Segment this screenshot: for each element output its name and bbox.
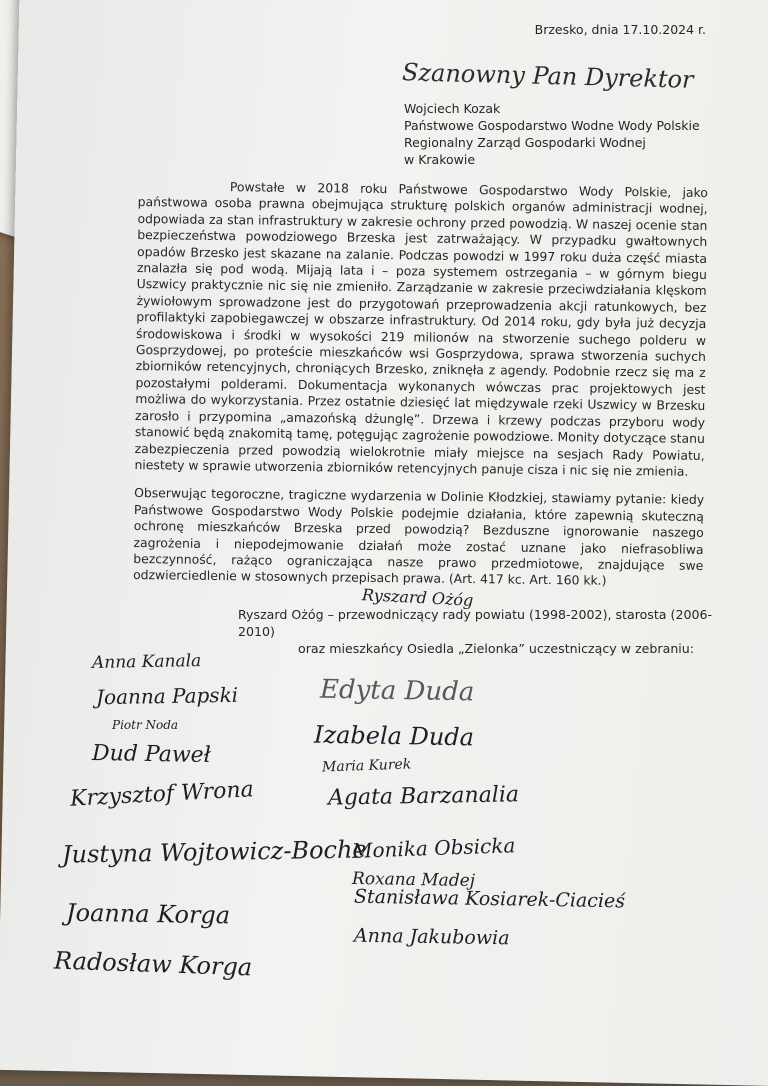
handwritten-signature: Justyna Wojtowicz-Boche — [61, 835, 367, 869]
handwritten-signature: Stanisława Kosiarek-Ciacieś — [353, 885, 626, 913]
handwritten-salutation: Szanowny Pan Dyrektor — [401, 58, 694, 94]
handwritten-signature: Radosław Korga — [53, 946, 253, 982]
letter-date: Brzesko, dnia 17.10.2024 r. — [534, 22, 706, 37]
handwritten-signature: Joanna Korga — [65, 898, 231, 930]
handwritten-signature: Agata Barzanalia — [327, 782, 520, 811]
handwritten-signature: Roxana Madej — [351, 868, 476, 892]
handwritten-signature: Maria Kurek — [321, 756, 412, 776]
author-block — [238, 606, 718, 657]
handwritten-signature: Krzysztof Wrona — [69, 777, 255, 812]
handwritten-signature: Izabela Duda — [313, 720, 475, 752]
handwritten-signature: Monika Obsicka — [351, 833, 516, 863]
handwritten-signature: Dud Paweł — [91, 740, 212, 769]
handwritten-signature: Anna Kanala — [91, 651, 202, 673]
letter-body — [133, 178, 708, 603]
author-handwritten-signature: Ryszard Ożóg — [361, 585, 474, 610]
handwritten-signature: Anna Jakubowia — [353, 924, 510, 950]
body-paragraph: Powstałe w 2018 roku Państwowe Gospodarstwo Wody Polskie, jako państwowa osoba prawna obejmująca strukturę polskich organów administracji wodnej, odpowiada za stan infrastruktury w zakresie ochrony przed powodzią. W naszej ocenie stan bezpieczeństwa powodziowego Brzeska jest zatrważający. W przypadku gwałtownych opadów Brzesko jest skazane na zalanie. Podczas powodzi w 1997 roku duża część miasta znalazła się pod wodą. Mijają lata i – poza systemem ostrzegania – w górnym biegu Uszwicy praktycznie nic się nie zmieniło. Zarządzanie w zakresie przeciwdziałania klęskom żywiołowym sprowadzone jest do przygotowań przeprowadzenia akcji ratunkowych, bez profilaktyki zapobiegawczej w obszarze infrastruktury. Od 2014 roku, gdy była już decyzja środowiskowa i środki w wysokości 219 milionów na stworzenie suchego polderu w Gosprzydowej, po proteście mieszkańców wsi Gosprzydowa, sprawa stworzenia suchych zbiorników retencyjnych, chroniących Brzesko, zniknęła z agendy. Podobnie rzecz się ma z pozostałymi polderami. Dokumentacja wykonanych wówczas prac projektowych jest możliwa do wykorzystania. Przez ostatnie dziesięć lat międzywale rzeki Uszwicy w Brzesku zarosło i przypomina „amazońską dżunglę”. Drzewa i krzewy podczas przyboru wody stanowić będą znakomitą tamę, potęgując zagrożenie powodziowe. Monity dotyczące stanu zabezpieczenia przed powodzią wielokrotnie miały miejsce na sesjach Rady Powiatu, niestety w sprawie utworzenia zbiorników retencyjnych panuje cisza i nic się nie zmienia. — [134, 179, 708, 479]
residents-line: oraz mieszkańcy Osiedla „Zielonka” uczestniczący w zebraniu: — [298, 641, 695, 656]
handwritten-signature: Edyta Duda — [319, 674, 475, 708]
body-paragraph: Obserwując tegoroczne, tragiczne wydarzenia w Dolinie Kłodzkiej, stawiamy pytanie: kiedy Państwowe Gospodarstwo Wody Polskie podejmie działania, które zapewnią skuteczną ochronę mieszkańców Brzeska przed powodzią? Bezduszne ignorowanie naszego zagrożenia i niepodejmowanie działań może zostać uznane jako niefrasobliwa bezczynność, rażąco ograniczająca nasze prawo przedmiotowe, znajdujące swe odzwierciedlenie w stosownych przepisach prawa. (Art. 417 kc. Art. 160 kk.) — [133, 485, 705, 589]
recipient-address — [404, 100, 700, 168]
recipient-board: Regionalny Zarząd Gospodarki Wodnej — [404, 135, 646, 150]
handwritten-signature: Piotr Noda — [112, 718, 179, 732]
author-line: Ryszard Ożóg – przewodniczący rady powiatu (1998-2002), starosta (2006-2010) — [238, 607, 713, 639]
recipient-institution: Państwowe Gospodarstwo Wodne Wody Polskie — [404, 118, 700, 133]
handwritten-signature: Joanna Papski — [95, 682, 239, 710]
recipient-name: Wojciech Kozak — [404, 101, 501, 116]
recipient-city: w Krakowie — [404, 152, 476, 167]
